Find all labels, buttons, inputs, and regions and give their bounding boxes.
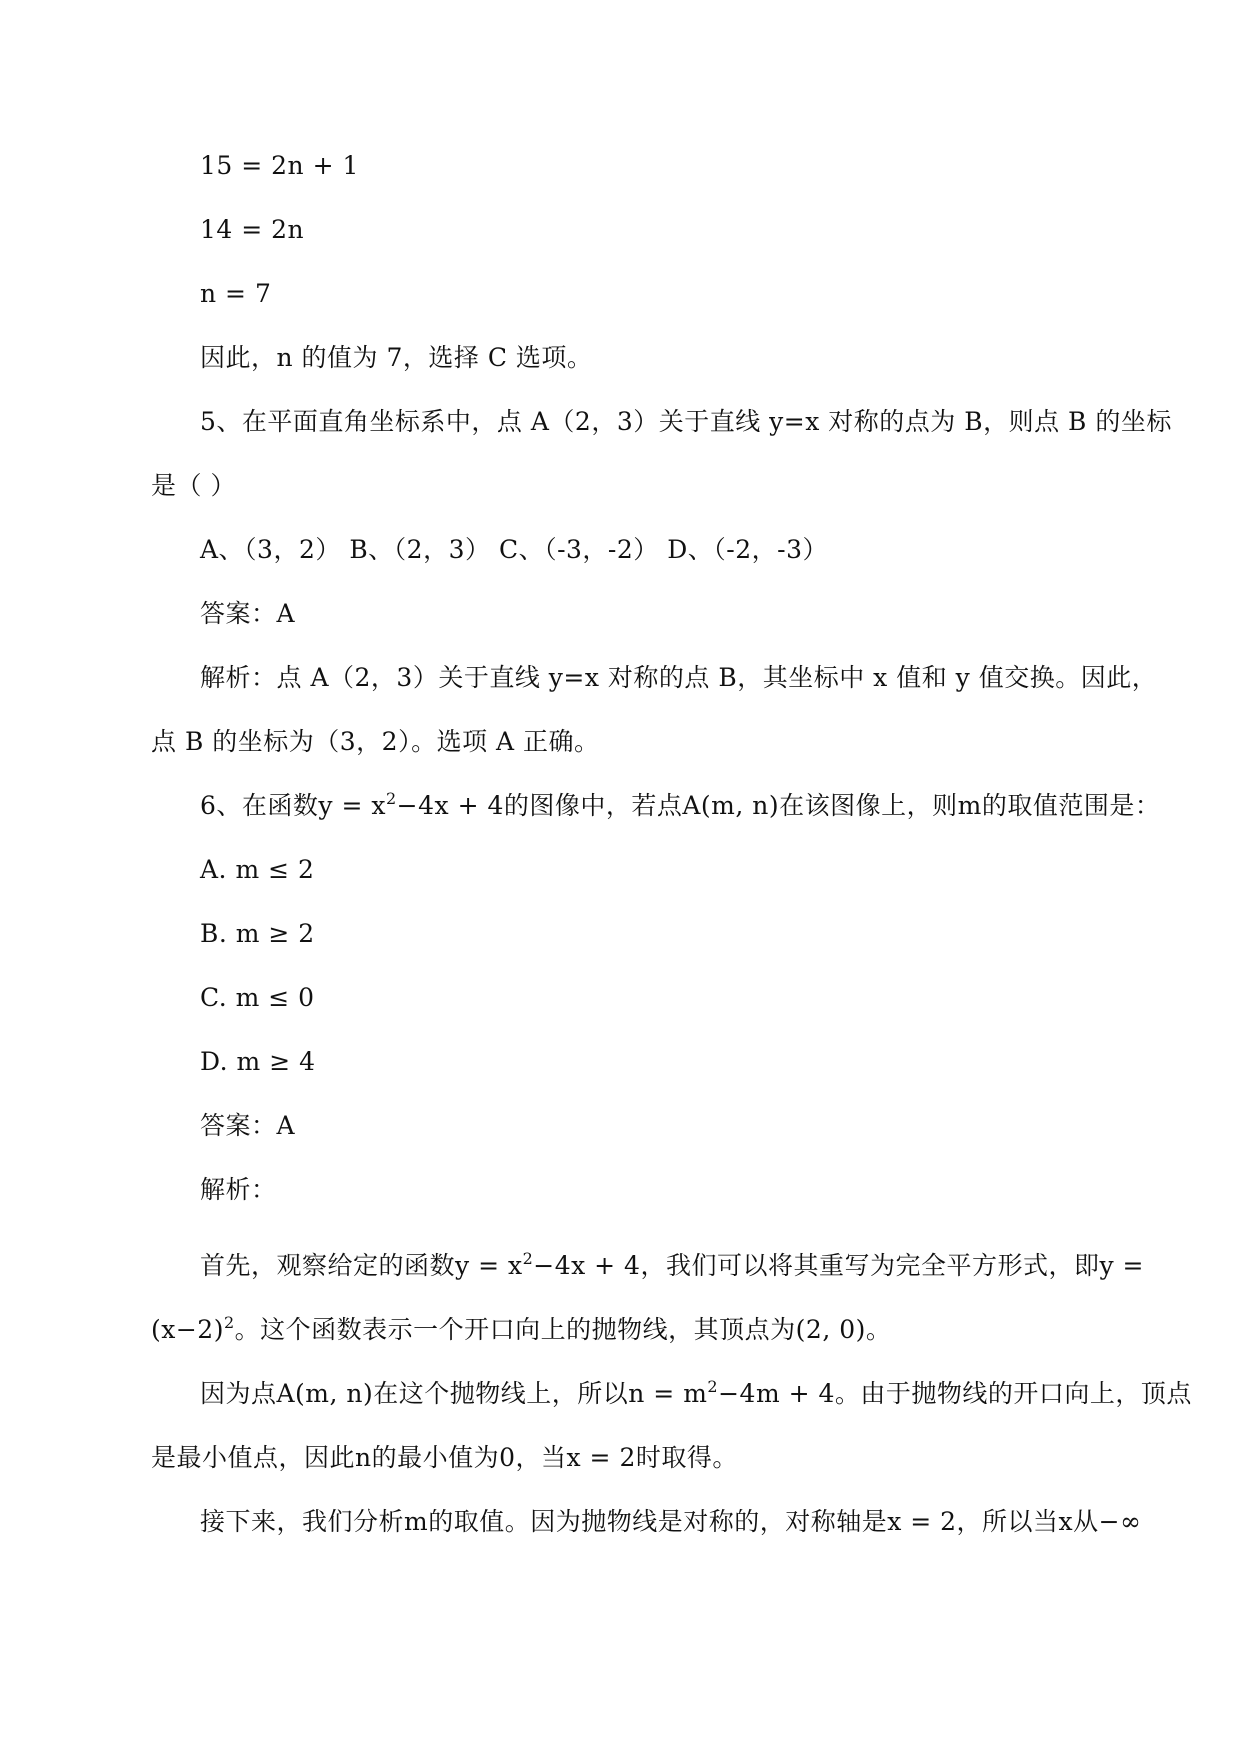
analysis-paragraph-2: 因为点A(m, n)在这个抛物线上，所以$n = m^2-4m + 4$。由于抛物线的开口向上，顶点 [200, 1377, 1192, 1408]
analysis-paragraph-1-continued: $(x-2)^2$。这个函数表示一个开口向上的抛物线，其顶点为(2, 0)。 [151, 1313, 892, 1344]
analysis-paragraph-1: 首先，观察给定的函数$y = x^2-4x + 4$，我们可以将其重写为完全平方形式，即y = [200, 1249, 1144, 1280]
option-d: D. m ≥ 4 [200, 1047, 316, 1076]
option-b: B. m ≥ 2 [200, 919, 315, 948]
question-6-stem: 6、在函数$y = x^2-4x + 4$的图像中，若点A(m, n)在该图像上，则m的取值范围是： [200, 789, 1161, 820]
question-6-analysis-heading: 解析： [200, 1175, 277, 1204]
conclusion-line: 因此，n 的值为 7，选择 C 选项。 [200, 343, 593, 372]
question-5-analysis: 解析：点 A（2，3）关于直线 y=x 对称的点 B，其坐标中 x 值和 y 值交换。因此， [200, 663, 1158, 692]
analysis-paragraph-3: 接下来，我们分析m的取值。因为抛物线是对称的，对称轴是x = 2，所以当x从−∞ [200, 1507, 1142, 1536]
question-5-options: A、（3，2） B、（2，3） C、（-3，-2） D、（-2，-3） [200, 535, 828, 564]
equation-line: 15 = 2n + 1 [200, 151, 359, 180]
equation-line: n = 7 [200, 279, 272, 308]
option-c: C. m ≤ 0 [200, 983, 315, 1012]
question-5-answer: 答案：A [200, 599, 296, 628]
question-6-answer: 答案：A [200, 1111, 296, 1140]
question-5-stem: 5、在平面直角坐标系中，点 A（2，3）关于直线 y=x 对称的点为 B，则点 B 的坐标 [200, 407, 1172, 436]
equation-line: 14 = 2n [200, 215, 305, 244]
analysis-paragraph-2-continued: 是最小值点，因此n的最小值为0，当x = 2时取得。 [151, 1443, 738, 1472]
question-5-stem-continued: 是（ ） [151, 471, 236, 500]
question-5-analysis-continued: 点 B 的坐标为（3，2）。选项 A 正确。 [151, 727, 600, 756]
option-a: A. m ≤ 2 [200, 855, 315, 884]
